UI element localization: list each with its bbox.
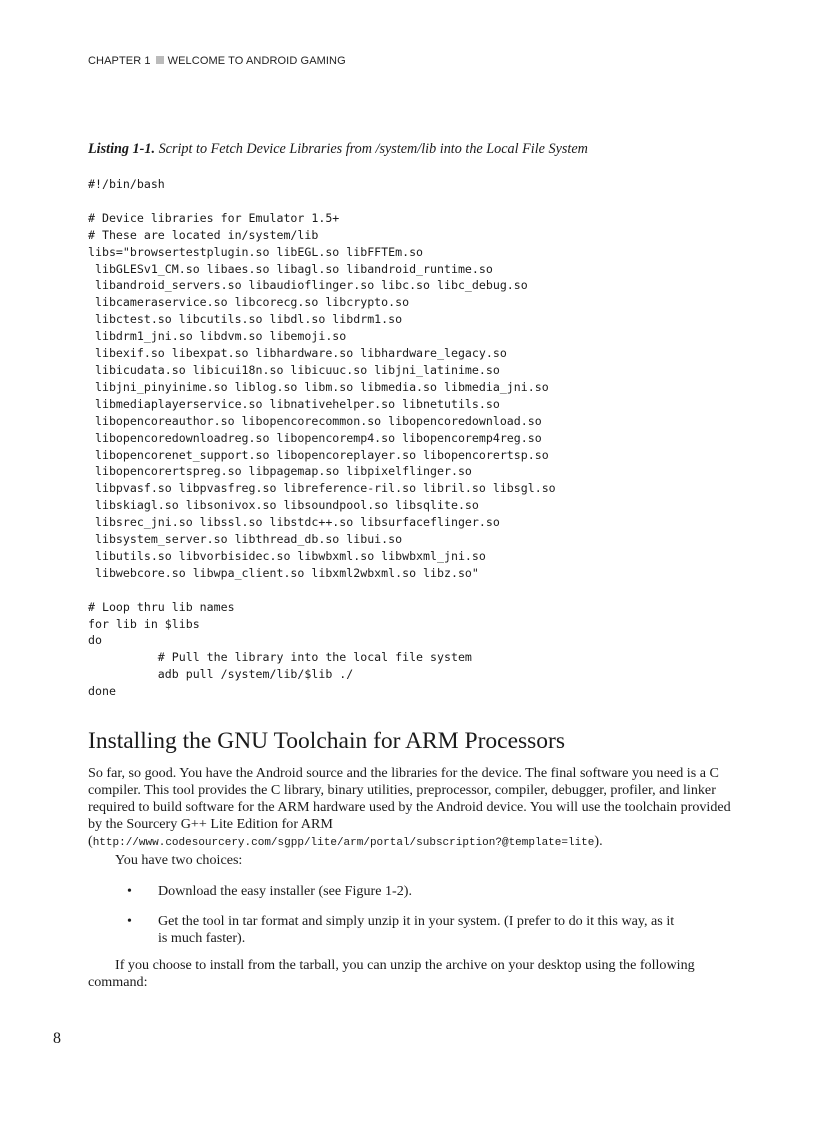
- paragraph-intro: [88, 765, 738, 852]
- bullet-icon: •: [127, 913, 132, 929]
- separator-square-icon: [156, 56, 164, 64]
- paragraph-intro-text: So far, so good. You have the Android source and the libraries for the device. The final software you need is a C compiler. This tool provides the C library, binary utilities, preprocessor, compiler, debugger, profiler, and linker required to build software for the ARM hardware used by the Android device. You will use the toolchain provided by the Sourcery G++ Lite Edition for ARM (: [88, 765, 731, 849]
- paragraph-tarball: If you choose to install from the tarball, you can unzip the archive on your desktop using the following command:: [88, 957, 695, 990]
- running-header: [88, 55, 346, 67]
- page-number: 8: [53, 1030, 61, 1047]
- bullet-icon: •: [127, 883, 132, 899]
- listing-caption: [88, 141, 588, 158]
- bullet-text: Get the tool in tar format and simply unzip it in your system. (I prefer to do it this way, as it is much faster).: [158, 913, 675, 946]
- paragraph-choices: You have two choices:: [115, 852, 243, 868]
- chapter-title: WELCOME TO ANDROID GAMING: [167, 55, 346, 67]
- codesourcery-link[interactable]: http://www.codesourcery.com/sgpp/lite/arm/portal/subscription?@template=lite: [92, 837, 595, 849]
- paragraph-intro-end: ).: [594, 833, 603, 849]
- listing-caption-text: Script to Fetch Device Libraries from /system/lib into the Local File System: [155, 141, 588, 157]
- bullet-text: Download the easy installer (see Figure 1-2).: [158, 883, 413, 899]
- listing-label: Listing 1-1.: [88, 141, 156, 157]
- code-listing: #!/bin/bash # Device libraries for Emulator 1.5+ # These are located in/system/lib libs="browsertestplugin.so libEGL.so libFFTEm.so libGLESv1_CM.so libaes.so libagl.so libandroid_runtime.so libandroid_servers.so libaudioflinger.so libc.so libc_debug.so libcameraservice.so libcorecg.so libcrypto.so libctest.so libcutils.so libdl.so libdrm1.so libdrm1_jni.so libdvm.so libemoji.so libexif.so libexpat.so libhardware.so libhardware_legacy.so libicudata.so libicui18n.so libicuuc.so libjni_latinime.so libjni_pinyinime.so liblog.so libm.so libmedia.so libmedia_jni.so libmediaplayerservice.so libnativehelper.so libnetutils.so libopencoreauthor.so libopencorecommon.so libopencoredownload.so libopencoredownloadreg.so libopencoremp4.so libopencoremp4reg.so libopencorenet_support.so libopencoreplayer.so libopencorertsp.so libopencorertspreg.so libpagemap.so libpixelflinger.so libpvasf.so libpvasfreg.so libreference-ril.so libril.so libsgl.so libskiagl.so libsonivox.so libsoundpool.so libsqlite.so libsrec_jni.so libssl.so libstdc++.so libsurfaceflinger.so libsystem_server.so libthread_db.so libui.so libutils.so libvorbisidec.so libwbxml.so libwbxml_jni.so libwebcore.so libwpa_client.so libxml2wbxml.so libz.so" # Loop thru lib names for lib in $libs do # Pull the library into the local file system adb pull /system/lib/$lib ./ done: [88, 177, 556, 699]
- section-heading: Installing the GNU Toolchain for ARM Processors: [88, 728, 566, 754]
- chapter-label: CHAPTER 1: [88, 55, 151, 67]
